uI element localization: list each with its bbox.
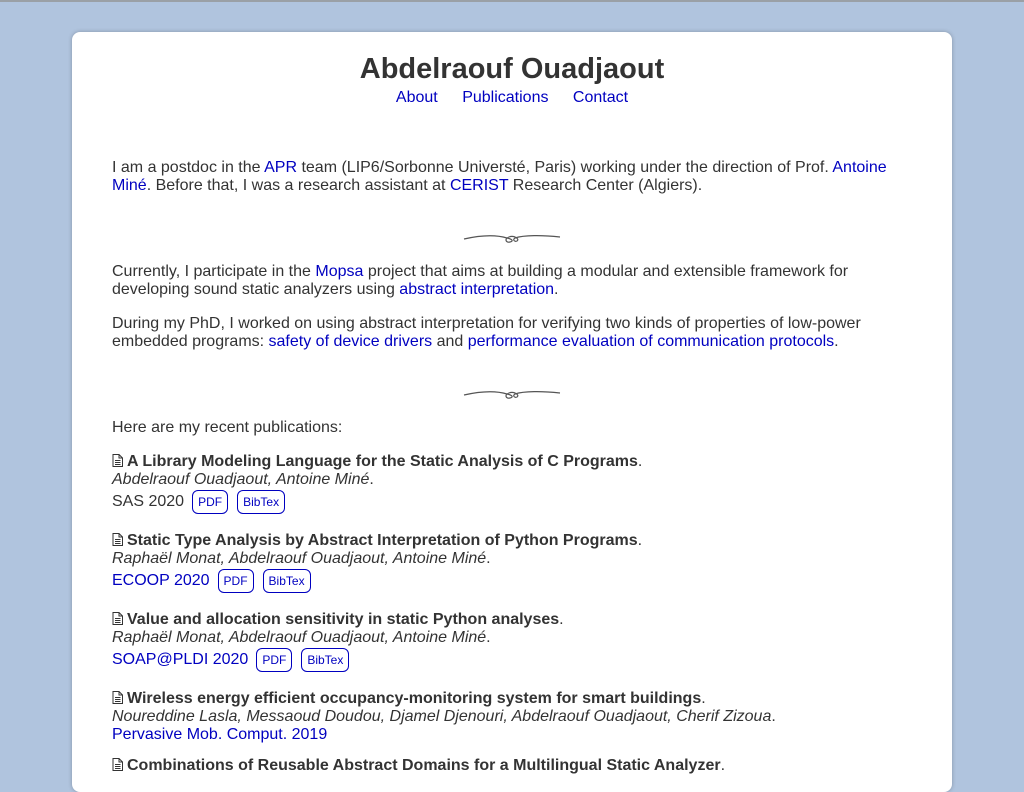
intro-text-1: I am a postdoc in the	[112, 159, 265, 176]
document-icon	[112, 612, 123, 625]
device-drivers-link[interactable]: safety of device drivers	[268, 333, 433, 350]
pdf-button[interactable]: PDF	[192, 490, 228, 514]
publication-authors: Noureddine Lasla, Messaoud Doudou, Djamel Djenouri, Abdelraouf Ouadjaout, Cherif Zizoua	[112, 708, 772, 725]
intro-text-2: team (LIP6/Sorbonne Universté, Paris) working under the direction of Prof.	[297, 159, 833, 176]
bibtex-button[interactable]: BibTex	[237, 490, 285, 514]
publication-title: Static Type Analysis by Abstract Interpretation of Python Programs	[127, 532, 638, 549]
main-nav	[112, 88, 912, 108]
publication-title: Wireless energy efficient occupancy-monitoring system for smart buildings	[127, 690, 702, 707]
apr-link[interactable]: APR	[264, 159, 297, 176]
phd-text-1: During my PhD, I worked on using abstract interpretation for verifying two kinds of properties of low-power embedded programs:	[112, 315, 861, 350]
nav-about[interactable]: About	[395, 89, 438, 106]
document-icon	[112, 758, 123, 771]
current-section	[112, 263, 912, 299]
current-paragraph	[112, 263, 912, 299]
publication-authors: Raphaël Monat, Abdelraouf Ouadjaout, Antoine Miné	[112, 629, 487, 646]
publication-item	[112, 690, 912, 744]
cerist-link[interactable]: CERIST	[449, 177, 509, 194]
current-text-3: .	[554, 281, 559, 298]
publication-venue-link[interactable]: ECOOP 2020	[112, 572, 210, 589]
title-period: .	[720, 757, 726, 774]
authors-period: .	[369, 471, 374, 488]
publication-title: Combinations of Reusable Abstract Domains for a Multilingual Static Analyzer	[127, 757, 721, 774]
phd-text-2: and	[432, 333, 468, 350]
pdf-button[interactable]: PDF	[218, 569, 254, 593]
publication-item	[112, 611, 912, 673]
publication-authors: Raphaël Monat, Abdelraouf Ouadjaout, Antoine Miné	[112, 550, 487, 567]
document-icon	[112, 533, 123, 546]
current-text-1: Currently, I participate in the	[112, 263, 316, 280]
document-icon	[112, 691, 123, 704]
ornament-divider	[462, 387, 562, 401]
publication-title: Value and allocation sensitivity in static Python analyses	[127, 611, 560, 628]
pdf-button[interactable]: PDF	[256, 648, 292, 672]
publication-item	[112, 453, 912, 515]
nav-publications[interactable]: Publications	[462, 89, 549, 106]
title-period: .	[637, 453, 643, 470]
publication-venue: SAS 2020	[112, 493, 185, 510]
title-period: .	[701, 690, 706, 707]
publication-item	[112, 532, 912, 594]
phd-paragraph	[112, 315, 912, 351]
authors-period: .	[486, 550, 491, 567]
authors-period: .	[771, 708, 776, 725]
publication-authors: Abdelraouf Ouadjaout, Antoine Miné	[112, 471, 370, 488]
page-card	[72, 32, 952, 792]
phd-section	[112, 315, 912, 351]
publication-title: A Library Modeling Language for the Static Analysis of C Programs	[127, 453, 638, 470]
intro-text-3: . Before that, I was a research assistant at	[146, 177, 450, 194]
bibtex-button[interactable]: BibTex	[301, 648, 349, 672]
intro-text-4: Research Center (Algiers).	[508, 177, 703, 194]
current-text-2: project that aims at building a modular and extensible framework for developing sound static analyzers using	[112, 263, 849, 298]
authors-period: .	[486, 629, 491, 646]
page-title: Abdelraouf Ouadjaout	[359, 53, 665, 85]
title-period: .	[559, 611, 564, 628]
publications-intro	[112, 419, 912, 437]
bibtex-button[interactable]: BibTex	[263, 569, 311, 593]
document-icon	[112, 454, 123, 467]
publication-venue-link[interactable]: SOAP@PLDI 2020	[112, 651, 249, 668]
protocols-link[interactable]: performance evaluation of communication protocols	[467, 333, 835, 350]
mopsa-link[interactable]: Mopsa	[315, 263, 364, 280]
phd-text-3: .	[834, 333, 839, 350]
abstract-interpretation-link[interactable]: abstract interpretation	[399, 281, 555, 298]
title-period: .	[637, 532, 643, 549]
intro-paragraph	[112, 159, 912, 195]
publication-item	[112, 757, 912, 775]
intro-section	[112, 159, 912, 195]
antoine-mine-link[interactable]: Antoine Miné	[112, 159, 887, 194]
window-top-border	[0, 0, 1024, 2]
publication-venue-link[interactable]: Pervasive Mob. Comput. 2019	[112, 726, 328, 743]
publications-intro-text: Here are my recent publications:	[112, 419, 343, 436]
ornament-divider	[462, 231, 562, 245]
nav-contact[interactable]: Contact	[572, 89, 629, 106]
